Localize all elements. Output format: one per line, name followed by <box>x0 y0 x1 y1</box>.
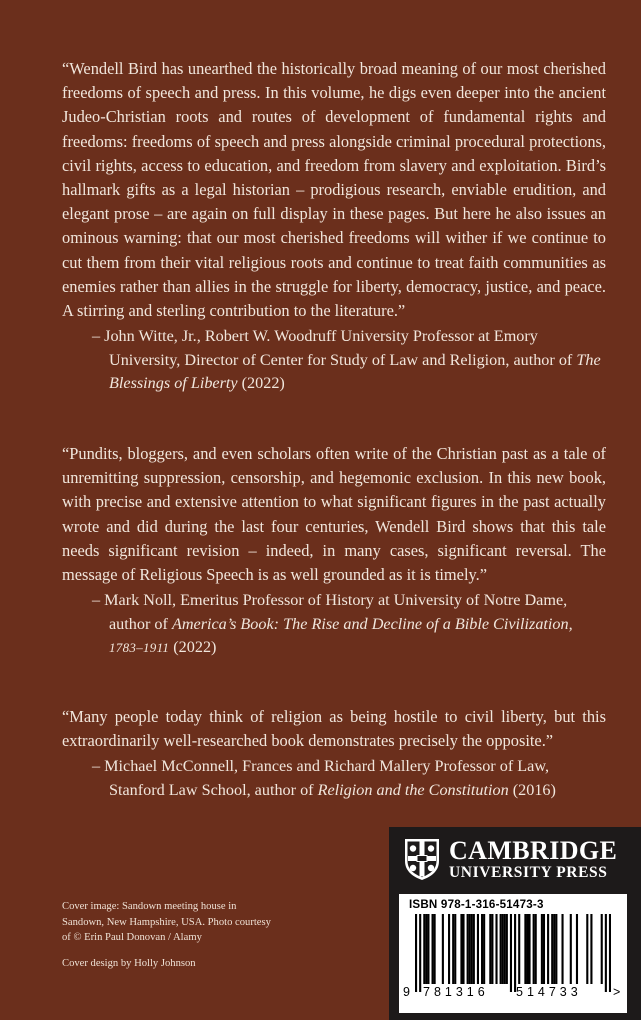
barcode-bar <box>434 914 436 984</box>
barcode-bar <box>528 914 530 984</box>
barcode <box>415 914 611 992</box>
isbn-label: ISBN 978-1-316-51473-3 <box>409 898 544 911</box>
barcode-bar <box>609 914 611 992</box>
barcode-bar <box>425 914 427 984</box>
book-title: The Blessings of Liberty <box>109 350 601 393</box>
barcode-bar <box>454 914 456 984</box>
barcode-bar <box>576 914 578 984</box>
publisher-name: CAMBRIDGE <box>449 836 618 865</box>
endorsement-attribution <box>92 755 606 802</box>
book-year: (2022) <box>241 374 285 393</box>
publisher-subname: UNIVERSITY PRESS <box>449 864 608 881</box>
barcode-bar <box>477 914 479 984</box>
barcode-bar <box>510 914 512 992</box>
barcode-bar <box>543 914 545 984</box>
attribution-text: – Mark Noll, Emeritus Professor of History at University of Notre Dame, author of <box>92 591 568 633</box>
barcode-bar <box>541 914 543 984</box>
barcode-digit-prefix: 9 <box>403 985 410 999</box>
barcode-bar <box>555 914 557 984</box>
book-year: (2016) <box>512 781 556 799</box>
endorsement-mcconnell <box>62 705 606 803</box>
barcode-bar <box>415 914 417 992</box>
attribution-text: – Michael McConnell, Frances and Richard Mallery Professor of Law, Stanford Law School, author of <box>92 757 550 799</box>
endorsement-quote: “Many people today think of religion as being hostile to civil liberty, but this extraordinarily well-researched book demonstrates precisely the opposite.” <box>62 707 606 751</box>
endorsement-noll <box>62 442 606 660</box>
barcode-bar <box>500 914 502 984</box>
barcode-bar <box>526 914 528 984</box>
cover-design-credit: Cover design by Holly Johnson <box>62 958 196 969</box>
barcode-bar <box>432 914 434 984</box>
barcode-bar <box>561 914 563 984</box>
barcode-bar <box>506 914 508 984</box>
barcode-bar <box>535 914 537 984</box>
barcode-digits-left: 781316 <box>423 985 489 999</box>
barcode-bar <box>427 914 429 984</box>
barcode-bar <box>460 914 462 984</box>
barcode-bar <box>518 914 520 984</box>
barcode-bar <box>504 914 506 984</box>
barcode-bar <box>491 914 493 984</box>
isbn-barcode-box <box>399 894 627 1013</box>
endorsement-quote: “Wendell Bird has unearthed the historically broad meaning of our most cherished freedoms of speech and press. In this volume, he digs even deeper into the ancient Judeo-Christian roots and routes of development of fundamental rights and freedoms: freedoms of speech and press alongside criminal procedural protections, civil rights, access to education, and freedom from slavery and exploitation. Bird’s hallmark gifts as a legal historian – prodigious research, enviable erudition, and elegant prose – are again on full display in these pages. But here he also issues an ominous warning: that our most cherished freedoms will wither if we continue to cut them from their vital religious roots and continue to treat faith communities as enemies rather than allies in the struggle for liberty, democracy, justice, and peace. A stirring and sterling contribution to the literature.” <box>62 59 606 321</box>
barcode-bar <box>489 914 491 984</box>
publisher-panel <box>389 827 641 1020</box>
barcode-bar <box>601 914 603 984</box>
barcode-bar <box>547 914 549 984</box>
barcode-bar <box>586 914 588 984</box>
barcode-bar <box>419 914 421 992</box>
barcode-bar <box>553 914 555 984</box>
endorsement-attribution <box>92 589 606 660</box>
barcode-bar <box>590 914 592 984</box>
barcode-quiet-zone-mark: > <box>613 985 621 999</box>
barcode-bar <box>524 914 526 984</box>
barcode-bar <box>467 914 469 984</box>
barcode-bar <box>471 914 473 984</box>
barcode-bar <box>483 914 485 984</box>
endorsement-witte <box>62 57 606 396</box>
barcode-bar <box>442 914 444 984</box>
cambridge-crest-icon <box>403 837 441 881</box>
barcode-bar <box>473 914 475 984</box>
barcode-bar <box>481 914 483 984</box>
barcode-bar <box>423 914 425 984</box>
endorsement-quote: “Pundits, bloggers, and even scholars often write of the Christian past as a tale of unremitting suppression, censorship, and hegemonic exclusion. In this new book, with precise and extensive attention to what significant figures in the past actually wrote and did during the last four centuries, Wendell Bird shows that this tale needs significant revision – indeed, in many cases, significant reversal. The message of Religious Speech is as well grounded as it is timely.” <box>62 444 606 585</box>
barcode-bar <box>495 914 497 984</box>
barcode-bar <box>469 914 471 984</box>
book-years: 1783–1911 <box>109 640 170 656</box>
barcode-bar <box>462 914 464 984</box>
barcode-bar <box>533 914 535 984</box>
barcode-bar <box>605 914 607 992</box>
endorsement-attribution <box>92 325 606 396</box>
publisher-logo <box>403 837 633 887</box>
barcode-bar <box>514 914 516 992</box>
book-title: America’s Book: The Rise and Decline of a Bible Civilization, <box>171 614 573 633</box>
cover-image-credit: Cover image: Sandown meeting house in Sandown, New Hampshire, USA. Photo courtesy of © Erin Paul Donovan / Alamy <box>62 901 271 943</box>
barcode-bar <box>452 914 454 984</box>
book-title: Religion and the Constitution <box>317 781 509 799</box>
barcode-bar <box>551 914 553 984</box>
barcode-bar <box>570 914 572 984</box>
barcode-digits-right: 514733 <box>516 985 582 999</box>
attribution-text: – John Witte, Jr., Robert W. Woodruff University Professor at Emory University, Director of Center for Study of Law and Religion, author of <box>92 327 573 369</box>
barcode-bar <box>448 914 450 984</box>
book-year: (2022) <box>173 638 217 657</box>
barcode-bar <box>502 914 504 984</box>
